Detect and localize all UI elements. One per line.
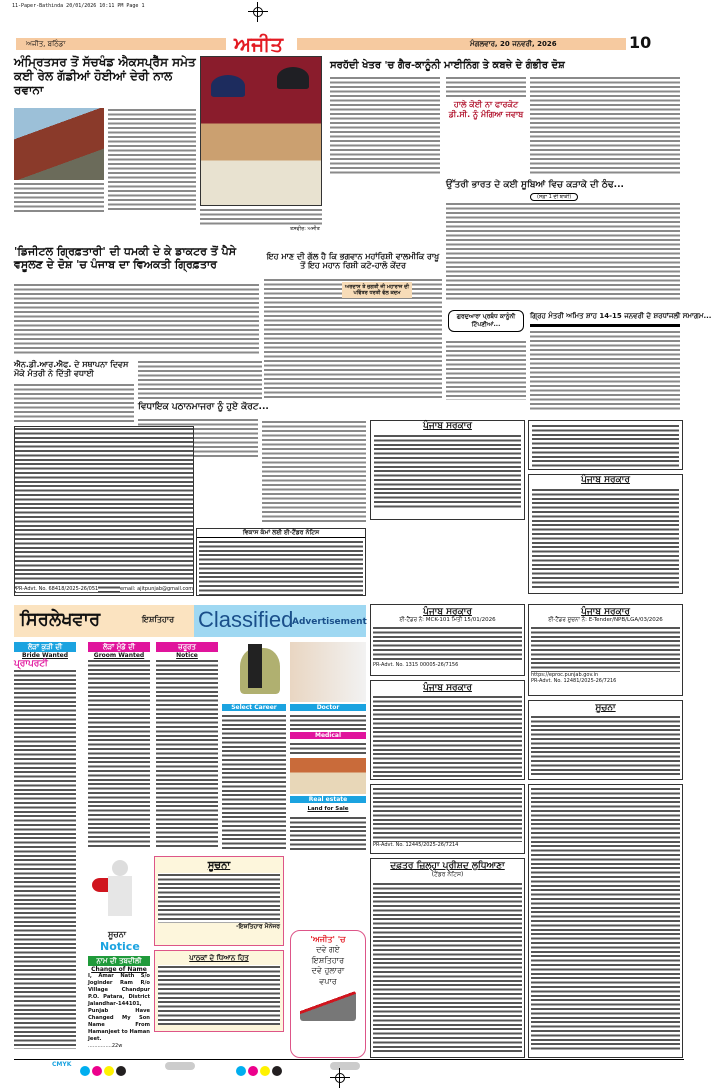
- promo-line: ਵਪਾਰ: [319, 976, 337, 986]
- doctor-label: Doctor: [290, 704, 366, 711]
- promo-line: ਦਵੇ ਗਏ: [316, 945, 340, 955]
- district-ad-title: ਦਫ਼ਤਰ ਜ਼ਿਲ੍ਹਾ ਪ੍ਰੀਸ਼ਦ ਲੁਧਿਆਣਾ: [390, 861, 505, 871]
- tender-pr-box-body: [373, 787, 522, 842]
- name-change-heading: ਨਾਮ ਦੀ ਤਬਦੀਲੀ: [88, 956, 150, 966]
- footer-line: [14, 1059, 684, 1060]
- medical-label: Medical: [290, 732, 366, 739]
- col-sub: Groom Wanted: [93, 652, 145, 659]
- page-number: 10: [626, 33, 654, 52]
- digital-arrest-body: [14, 283, 259, 355]
- notice-en: Notice: [100, 940, 140, 953]
- valmiki-pullquote: ਅਰਦਾਸ ਤੇ ਜੁਗਤੀ ਜੀ ਮਹਾਰਾਜ ਦੀ ਪਵਿੱਤਰ ਧਰਤੀ ਵੱਲ ਕਦਮ: [342, 282, 412, 298]
- megaphone-icon: [92, 878, 108, 892]
- doctor-listings: [290, 714, 366, 730]
- notice-listings: [156, 659, 218, 849]
- tender-ad-top-right: [528, 420, 683, 470]
- tender-ad-mcK: [370, 604, 525, 676]
- tender-mck-title: ਪੰਜਾਬ ਸਰਕਾਰ: [423, 607, 472, 617]
- notice-box-sign: -ਇਸ਼ਤਿਹਾਰ ਮੈਨੇਜਰ: [235, 923, 280, 930]
- medical-listings: [290, 742, 366, 756]
- middle-text-block: [262, 420, 366, 524]
- tender-ad-list: [370, 680, 525, 780]
- classified-notice-box: [154, 856, 284, 946]
- mining-story-body: [330, 76, 440, 176]
- tender-list-title: ਪੰਜਾਬ ਸਰਕਾਰ: [423, 683, 472, 693]
- district-ad: [370, 858, 525, 1058]
- notice-ad-right-title: ਸੂਚਨਾ: [595, 703, 616, 713]
- name-change-col: [88, 956, 150, 1049]
- col-heading: ਲੋੜਾਂ ਕੁੜੀ ਦੀ: [14, 642, 76, 652]
- table-ad: [196, 528, 366, 596]
- notice-figure: [92, 860, 147, 930]
- tender-mck-body: [373, 626, 522, 662]
- table-ad-rows: [199, 540, 363, 595]
- readers-box-body: [158, 965, 280, 1025]
- color-registration-right: [236, 1061, 284, 1080]
- career-listings: [222, 714, 286, 850]
- tender-ad-top-body: [374, 434, 521, 509]
- center-photo: [200, 56, 322, 206]
- tender-ad-etender: [528, 604, 683, 696]
- ad-block-left: [14, 426, 194, 596]
- black-dot: [272, 1066, 282, 1076]
- photo-credit: ਤਸਵੀਰ: ਅਜੀਤ: [290, 226, 320, 232]
- classified-title-en: Classified: [198, 607, 294, 632]
- print-slug: 11-Paper-Bathinda 20/01/2026 10:11 PM Page 1: [12, 3, 145, 9]
- tender-ad-top-right-body: [532, 424, 679, 468]
- notice-ad-right-body: [531, 715, 680, 777]
- registration-mark-top: [248, 2, 268, 22]
- district-ad-body: [373, 882, 522, 1052]
- groom-listings: [88, 659, 150, 849]
- classified-banner: [14, 605, 366, 637]
- ad-left-pr: PR-Advt. No. 68418/2025-26/051: [16, 586, 99, 592]
- ajit-promo-box: [290, 930, 366, 1058]
- real-estate-label: Real estate: [290, 796, 366, 803]
- col-heading: ਜ਼ਰੂਰਤ: [156, 642, 218, 652]
- yellow-dot: [260, 1066, 270, 1076]
- tender-etender-title: ਪੰਜਾਬ ਸਰਕਾਰ: [581, 607, 630, 617]
- tender-ad-top-title: ਪੰਜਾਬ ਸਰਕਾਰ: [423, 421, 472, 431]
- name-change-text: I, Amar Nath S/o Joginder Ram R/o Village Chandpur P.O. Patara, District Jalandhar-144101, Punjab Have Changed My Son Name From Hamanjeet to Haman Jeet.: [88, 973, 150, 1043]
- tender-list-body: [373, 695, 522, 777]
- mining-story-body-3: [530, 76, 680, 176]
- date-label: ਮੰਗਲਵਾਰ, 20 ਜਨਵਰੀ, 2026: [470, 40, 557, 48]
- promo-line: 'ਅਜੀਤ' 'ਚ: [310, 935, 346, 944]
- ndrf-headline: ਐਨ.ਡੀ.ਆਰ.ਐਫ. ਦੇ ਸਥਾਪਨਾ ਦਿਵਸ ਮੌਕੇ ਮੰਤਰੀ ਨੇ ਦਿੱਤੀ ਵਧਾਈ: [14, 360, 129, 379]
- train-story-body: [108, 108, 196, 212]
- mining-headline: ਸਰਹੱਦੀ ਖੇਤਰ 'ਚ ਗੈਰ-ਕਾਨੂੰਨੀ ਮਾਈਨਿੰਗ ਤੇ ਕਬਜ਼ੇ ਦੇ ਗੰਭੀਰ ਦੋਸ਼: [330, 60, 565, 71]
- tender-ad-bottom-right: [528, 784, 683, 1058]
- tender-ad-top: [370, 420, 525, 520]
- turban-figure-right: [277, 67, 309, 89]
- classified-col-groom: [88, 642, 150, 852]
- land-for-sale-label: Land for Sale: [307, 806, 349, 812]
- train-headline: ਅੰਮ੍ਰਿਤਸਰ ਤੋਂ ਸੱਚਖੰਡ ਐਕਸਪ੍ਰੈੱਸ ਸਮੇਤ ਕਈ ਰੇਲ ਗੱਡੀਆਂ ਹੋਈਆਂ ਦੇਰੀ ਨਾਲ ਰਵਾਨਾ: [14, 55, 196, 97]
- tender-ad-mid-right: [528, 474, 683, 594]
- black-dot: [116, 1066, 126, 1076]
- notice-box-body: [158, 873, 280, 923]
- tender-etender-number: ਈ-ਟੈਂਡਰ ਸੂਚਨਾ ਨੰ: E-Tender/NPB/LGA/03/2026: [548, 617, 663, 623]
- digital-arrest-headline: 'ਡਿਜੀਟਲ ਗ੍ਰਿਫ਼ਤਾਰੀ' ਦੀ ਧਮਕੀ ਦੇ ਕੇ ਡਾਕਟਰ ਤੋਂ ਪੈਸੇ ਵਸੂਲਣ ਦੇ ਦੋਸ਼ 'ਚ ਪੰਜਾਬ ਦਾ ਵਿਅਕਤੀ ਗ੍ਰਿਫ਼ਤਾਰ: [14, 245, 237, 271]
- col-sub: Bride Wanted: [22, 652, 68, 659]
- mining-story-body-2: [446, 76, 526, 98]
- mining-pullquote: ਹਾਲੇ ਕੋਈ ਨਾ ਫਾਰਕੋਟ ਡੀ.ਸੀ. ਨੂੰ ਮੰਗਿਆ ਜਵਾਬ: [448, 100, 524, 119]
- cyan-dot: [236, 1066, 246, 1076]
- mla-headline: ਵਿਧਾਇਕ ਪਠਾਨਮਾਜਰਾ ਨੂੰ ਹੁਏ ਕੋਰਟ...: [138, 402, 269, 412]
- amit-shah-divider: [530, 324, 680, 327]
- continued-label: (ਸਫ਼ਾ 1 ਦੀ ਬਾਕੀ): [530, 193, 578, 201]
- name-change-sub: Change of Name: [91, 966, 147, 973]
- promo-line: ਇਸ਼ਤਿਹਾਰ: [311, 955, 345, 965]
- tender-mck-pr: PR-Advt. No. 1315 00005-26/7156: [373, 662, 459, 668]
- tender-pr-box-pr: PR-Advt. No. 12445/2025-26/7214: [373, 842, 459, 848]
- ad-left-email: email: ajitpunjab@gmail.com: [120, 586, 194, 592]
- train-photo: [14, 108, 104, 180]
- select-career-label: Select Career: [222, 704, 286, 711]
- tender-bottom-right-body: [531, 787, 680, 1052]
- registration-mark-bottom: [330, 1068, 350, 1088]
- doctors-image: [290, 642, 366, 702]
- train-story-body-2: [14, 182, 104, 212]
- center-photo-caption: [200, 208, 322, 226]
- cmyk-label: CMYK: [52, 1061, 72, 1068]
- yellow-dot: [104, 1066, 114, 1076]
- figure-head: [112, 860, 128, 876]
- magenta-dot: [92, 1066, 102, 1076]
- amit-shah-headline: ਗ੍ਰਿਹ ਮੰਤਰੀ ਅਮਿਤ ਸ਼ਾਹ 14-15 ਜਨਵਰੀ ਦੇ ਸ਼ਰਧਾਂਜਲੀ ਸਮਾਗਮ...: [530, 312, 711, 320]
- readers-box: [154, 950, 284, 1032]
- classified-title-en-small: Advertisement: [292, 617, 367, 627]
- real-estate-listings: [290, 816, 366, 852]
- tender-ad-pr-box: [370, 784, 525, 854]
- classified-col-bride: [14, 642, 76, 1057]
- classified-col-notice: [156, 642, 218, 852]
- district-ad-sub: (ਟੈਂਡਰ ਨੋਟਿਸ): [431, 871, 464, 878]
- readers-box-title: ਪਾਠਕਾਂ ਦੇ ਧਿਆਨ ਹਿਤ: [189, 954, 249, 962]
- gurdwara-body: [446, 340, 526, 400]
- north-india-body: [446, 202, 680, 302]
- tender-etender-body: [531, 626, 680, 672]
- tender-mck-number: ਈ-ਟੈਂਡਰ ਨੰ: MCK-101 ਮਿਤੀ 15/01/2026: [399, 617, 496, 623]
- career-image: [222, 642, 286, 702]
- gurdwara-box: ਗੁਰਦੁਆਰਾ ਪ੍ਰਬੰਧ ਕਾਨੂੰਨੀ ਟਿੱਪਣੀਆਂ...: [448, 310, 524, 332]
- classified-title-pa: ਸਿਰਲੇਖਵਾਰ: [20, 609, 101, 630]
- magenta-dot: [248, 1066, 258, 1076]
- notice-box-title: ਸੂਚਨਾ: [207, 860, 231, 871]
- laptop-chart-image: [300, 991, 356, 1021]
- tender-etender-pr: PR-Advt. No. 12481/2025-26/7216: [531, 678, 617, 684]
- cyan-dot: [80, 1066, 90, 1076]
- tender-ad-mid-right-title: ਪੰਜਾਬ ਸਰਕਾਰ: [581, 475, 630, 485]
- promo-line: ਦਵੇ ਹੁਲਾਰਾ: [311, 966, 345, 976]
- notice-ad-right: [528, 700, 683, 780]
- name-change-code: ...............22w: [88, 1043, 123, 1050]
- north-india-headline: ਉੱਤਰੀ ਭਾਰਤ ਦੇ ਕਈ ਸੂਬਿਆਂ ਵਿਚ ਕੜਾਕੇ ਦੀ ਠੰਢ...: [446, 180, 624, 190]
- col-heading: ਲੋੜਾਂ ਮੁੰਡੇ ਦੀ: [88, 642, 150, 652]
- notice-label: ਸੂਚਨਾ: [108, 930, 127, 939]
- figure-body: [108, 876, 132, 916]
- table-ad-title: ਵਿਕਾਸ ਕੰਮਾਂ ਲਈ ਈ-ਟੈਂਡਰ ਨੋਟਿਸ: [197, 529, 365, 538]
- tender-ad-mid-right-body: [532, 488, 679, 588]
- businessman-image: [248, 644, 262, 688]
- edition-label: ਅਜੀਤ, ਬਠਿੰਡਾ: [26, 40, 66, 48]
- amit-shah-body: [530, 330, 680, 410]
- ndrf-body: [14, 383, 134, 423]
- color-registration-left: [80, 1061, 128, 1080]
- gray-patch: [165, 1062, 195, 1070]
- house-image: [290, 758, 366, 794]
- tender-etender-website: https://eproc.punjab.gov.in: [531, 672, 599, 678]
- turban-figure-left: [211, 75, 245, 97]
- masthead: ਅਜੀਤ: [234, 32, 284, 56]
- bride-listings: [14, 669, 76, 1049]
- col-sub: Notice: [176, 652, 198, 659]
- valmiki-headline: ਇਹ ਮਾਣ ਦੀ ਗੱਲ ਹੈ ਕਿ ਭਗਵਾਨ ਮਹਾਂਰਿਸ਼ੀ ਵਾਲਮੀਕਿ ਰਾਖੂ ਤੋਂ ਇਹ ਮਹਾਨ ਰਿਸ਼ੀ ਕਟੋ-ਹਾਲੋ ਕੇਂਦਰ: [266, 252, 440, 271]
- property-tag: ਪ੍ਰਾਪਰਟੀ: [14, 659, 48, 669]
- classified-title-pa-small: ਇਸ਼ਤਿਹਾਰ: [142, 615, 175, 624]
- ndrf-body-2: [138, 360, 262, 400]
